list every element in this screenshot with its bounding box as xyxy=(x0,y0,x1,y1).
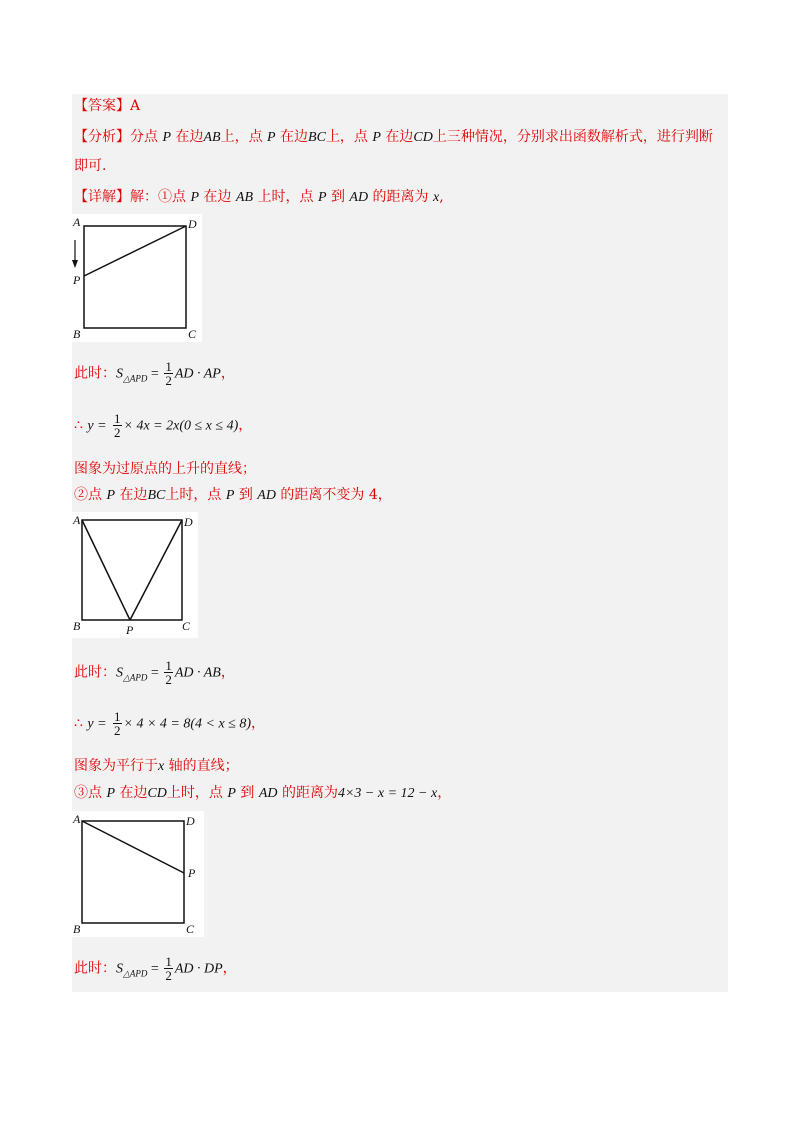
var-p: P xyxy=(106,786,116,801)
label-d: D xyxy=(186,814,195,828)
answer-value: A xyxy=(130,98,141,114)
analysis-text: 上三种情况，分别求出函数解析式，进行判断 xyxy=(432,129,713,145)
var-bc: BC xyxy=(308,130,326,145)
segment-ap xyxy=(82,520,130,620)
equals-sign: = xyxy=(147,366,163,382)
fraction-half: $\frac{1}{2}$ xyxy=(114,411,121,440)
square xyxy=(84,226,186,328)
var-p: P xyxy=(267,130,276,145)
case2-area: 此时：$S_{\triangle APD}$ = $\frac{1}{2}$ AD · AB， xyxy=(74,658,235,687)
analysis-text: 在边 xyxy=(275,129,309,145)
area-symbol: S xyxy=(116,961,123,977)
area-subscript: △APD xyxy=(123,373,148,384)
analysis-text: 分点 xyxy=(130,129,163,145)
var-bc: BC xyxy=(147,488,166,503)
segment-ap xyxy=(82,821,184,873)
area-expression: AD · AP xyxy=(174,366,221,382)
case2-intro: ②点 P 在边BC上时，点 P 到 AD 的距离不变为 4， xyxy=(74,487,392,503)
fraction-half: $\frac{1}{2}$ xyxy=(165,359,172,388)
label-c: C xyxy=(186,922,195,936)
var-ab: AB xyxy=(235,190,254,205)
fraction-half: $\frac{1}{2}$ xyxy=(114,709,121,738)
detail-label: 【详解】 xyxy=(74,189,130,205)
case2-conclusion: 图象为平行于x 轴的直线； xyxy=(74,758,239,774)
label-a: A xyxy=(73,513,81,527)
var-ad: AD xyxy=(257,488,276,503)
case3-intro: ③点 P 在边CD上时，点 P 到 AD 的距离为4×3 − x = 12 − x， xyxy=(74,785,452,801)
square xyxy=(82,520,182,620)
label-p: P xyxy=(188,866,196,880)
figure-case-2 xyxy=(72,512,198,638)
detail-text: 解：①点 xyxy=(130,189,191,205)
label-b: B xyxy=(73,327,81,341)
detail-intro xyxy=(74,188,444,207)
segment-dp xyxy=(130,520,182,620)
analysis-text: 上，点 xyxy=(325,129,373,145)
label-d: D xyxy=(184,515,193,529)
figure-case-1 xyxy=(72,214,202,342)
label-p: P xyxy=(126,623,134,637)
detail-text: 到 xyxy=(326,189,350,205)
fraction-half: $\frac{1}{2}$ xyxy=(165,954,172,983)
label-c: C xyxy=(188,327,197,341)
figure-case-3 xyxy=(72,811,204,937)
analysis-text: 在边 xyxy=(380,129,414,145)
label-c: C xyxy=(182,619,191,633)
area-expression: AD · DP xyxy=(174,961,223,977)
detail-text: 上时，点 xyxy=(253,189,318,205)
function-expression: × 4 × 4 = 8(4 < x ≤ 8) xyxy=(123,716,252,732)
var-ad: AD xyxy=(258,786,278,801)
area-expression: AD · AB xyxy=(174,665,221,681)
var-p: P xyxy=(106,488,116,503)
analysis-text: 在边 xyxy=(171,129,204,145)
case1-area: 此时：$S_{\triangle APD}$ = $\frac{1}{2}$ AD · AP， xyxy=(74,359,235,388)
answer-label: 【答案】 xyxy=(74,98,130,114)
case3-area: 此时：$S_{\triangle APD}$ = $\frac{1}{2}$ AD · DP， xyxy=(74,954,237,983)
var-ab: AB xyxy=(203,130,221,145)
label-b: B xyxy=(73,922,81,936)
label-p: P xyxy=(73,273,81,287)
analysis-text: 上，点 xyxy=(220,129,268,145)
label-a: A xyxy=(73,215,81,229)
square xyxy=(82,821,184,923)
var-p: P xyxy=(227,786,236,801)
therefore-symbol: ∴ xyxy=(74,417,83,434)
analysis-line-2: 即可. xyxy=(74,158,107,174)
case2-function: ∴ y = $\frac{1}{2}$ × 4 × 4 = 8(4 < x ≤ 8)， xyxy=(74,709,266,738)
fraction-half: $\frac{1}{2}$ xyxy=(165,658,172,687)
area-symbol: S xyxy=(116,665,123,681)
var-cd: CD xyxy=(147,786,167,801)
var-p: P xyxy=(190,190,200,205)
detail-text: 在边 xyxy=(199,189,236,205)
var-p: P xyxy=(317,190,327,205)
area-prefix: 此时： xyxy=(74,365,116,382)
case1-function: ∴ y = $\frac{1}{2}$ × 4x = 2x(0 ≤ x ≤ 4)， xyxy=(74,411,253,440)
var-cd: CD xyxy=(413,130,433,145)
var-x: x xyxy=(432,190,440,205)
detail-text: , xyxy=(439,189,444,205)
distance-expression: 4×3 − x = 12 − x xyxy=(337,786,438,801)
arrow-down-icon xyxy=(72,260,78,268)
analysis-label: 【分析】 xyxy=(74,129,130,145)
analysis-line-1 xyxy=(74,128,713,147)
var-p: P xyxy=(225,488,235,503)
label-b: B xyxy=(73,619,81,633)
detail-text: 的距离为 xyxy=(368,189,433,205)
case1-conclusion: 图象为过原点的上升的直线； xyxy=(74,461,256,477)
area-symbol: S xyxy=(116,366,123,382)
label-a: A xyxy=(73,812,81,826)
var-ad: AD xyxy=(349,190,369,205)
var-p: P xyxy=(162,130,172,145)
label-d: D xyxy=(188,217,197,231)
segment-pd xyxy=(84,226,186,276)
answer-line xyxy=(74,97,140,115)
var-x: x xyxy=(158,759,165,774)
function-expression: × 4x = 2x(0 ≤ x ≤ 4) xyxy=(123,418,239,434)
var-p: P xyxy=(372,130,381,145)
